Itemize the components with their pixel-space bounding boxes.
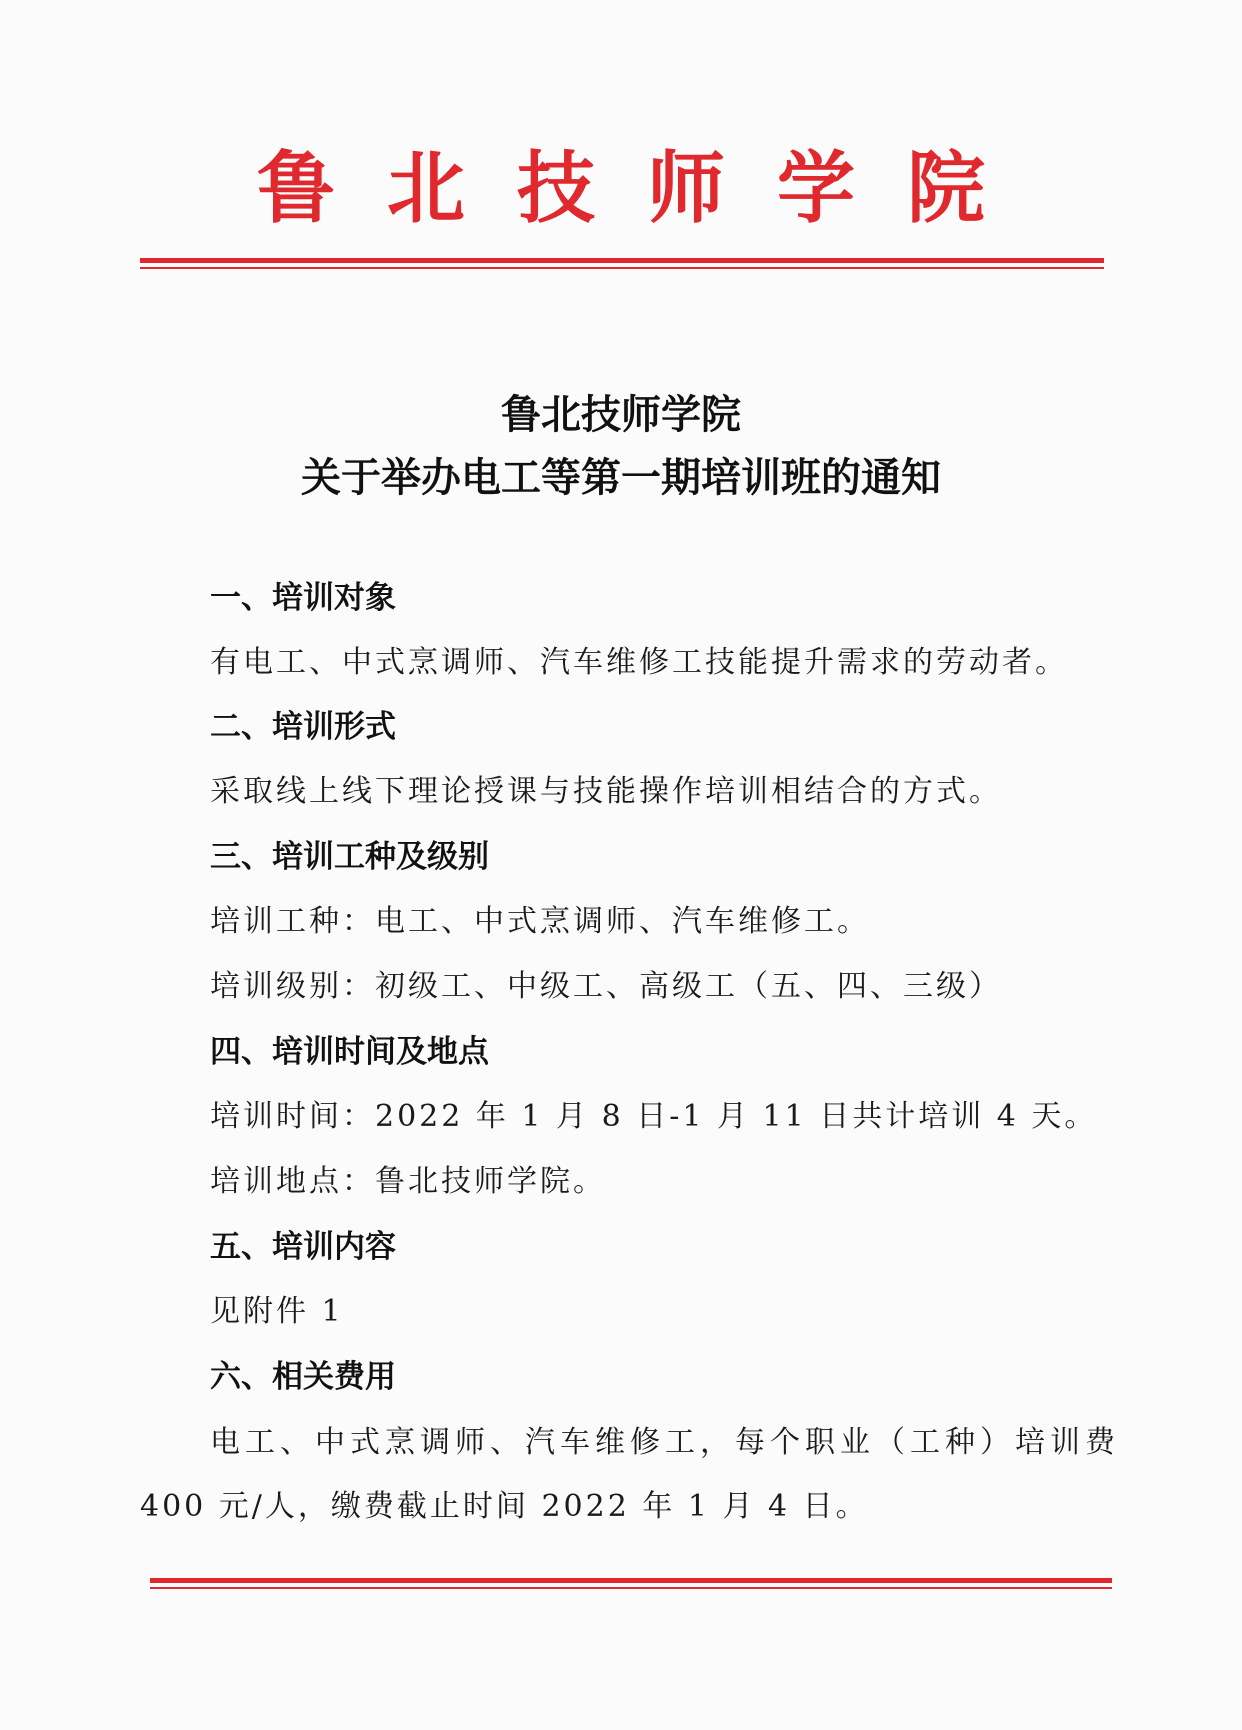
section-heading-6: 六、相关费用	[210, 1359, 396, 1395]
section-body-6a: 电工、中式烹调师、汽车维修工，每个职业（工种）培训费	[210, 1425, 1120, 1460]
red-rule-thin	[140, 267, 1104, 269]
section-body-2: 采取线上线下理论授课与技能操作培训相结合的方式。	[210, 774, 1002, 809]
red-rule-thick	[140, 258, 1104, 263]
footer-rule-thick	[150, 1578, 1112, 1583]
section-heading-2: 二、培训形式	[210, 709, 396, 745]
document-title-line2: 关于举办电工等第一期培训班的通知	[301, 455, 941, 501]
section-heading-3: 三、培训工种及级别	[210, 839, 489, 875]
document-title-line1: 鲁北技师学院	[501, 392, 741, 438]
masthead-title: 鲁北技师学院	[256, 143, 1037, 234]
section-body-6b: 400 元/人，缴费截止时间 2022 年 1 月 4 日。	[140, 1489, 869, 1524]
section-body-4a: 培训时间：2022 年 1 月 8 日-1 月 11 日共计培训 4 天。	[210, 1099, 1098, 1134]
masthead-red-rule	[140, 258, 1104, 269]
section-body-3b: 培训级别：初级工、中级工、高级工（五、四、三级）	[210, 969, 1002, 1004]
section-heading-1: 一、培训对象	[210, 580, 396, 616]
footer-rule-thin	[150, 1587, 1112, 1589]
section-body-1: 有电工、中式烹调师、汽车维修工技能提升需求的劳动者。	[210, 645, 1068, 680]
section-heading-5: 五、培训内容	[210, 1229, 396, 1265]
section-heading-4: 四、培训时间及地点	[210, 1034, 489, 1070]
section-body-3a: 培训工种：电工、中式烹调师、汽车维修工。	[210, 904, 870, 939]
footer-red-rule	[150, 1578, 1112, 1589]
section-body-4b: 培训地点：鲁北技师学院。	[210, 1164, 606, 1199]
section-body-5: 见附件 1	[210, 1294, 344, 1329]
